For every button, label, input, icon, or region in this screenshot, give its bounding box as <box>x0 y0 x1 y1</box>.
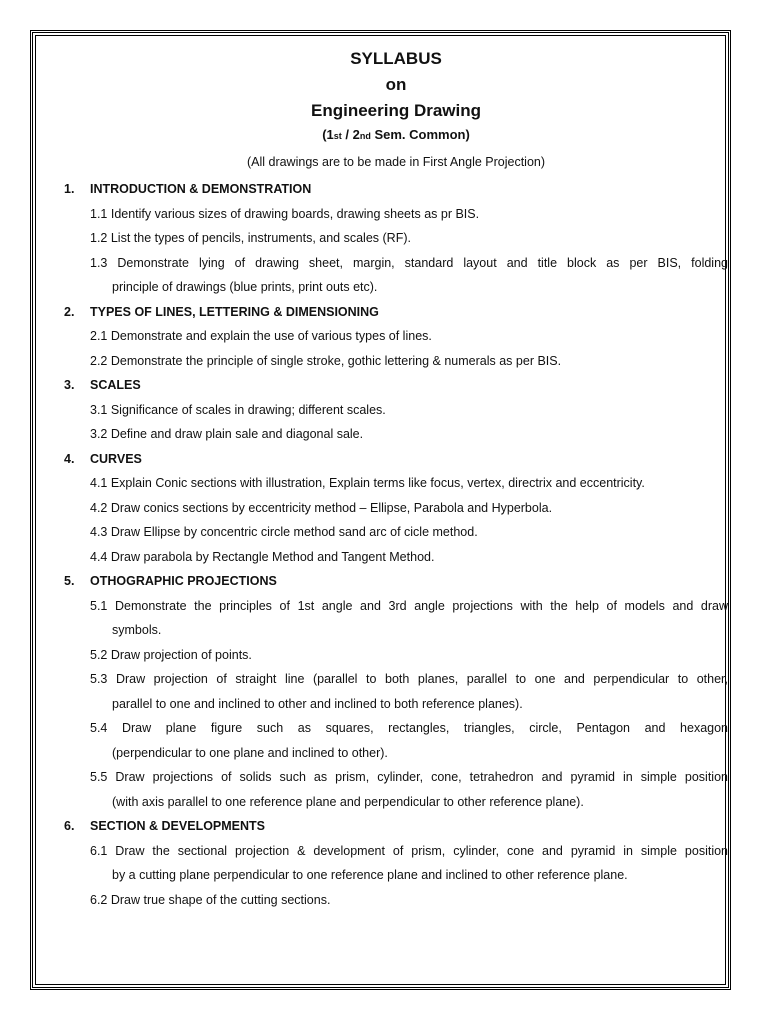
section-number: 4. <box>64 451 75 466</box>
item-continuation: principle of drawings (blue prints, print outs etc). <box>112 280 378 294</box>
syllabus-item <box>64 594 728 643</box>
section <box>64 447 728 570</box>
title-subject: Engineering Drawing <box>310 101 482 120</box>
item-text: 4.4 Draw parabola by Rectangle Method and Tangent Method. <box>90 549 435 564</box>
section-title: SECTION & DEVELOPMENTS <box>90 819 266 833</box>
syllabus-item <box>64 324 728 349</box>
section-heading <box>64 177 728 202</box>
item-text: 5.1 Demonstrate the principles of 1st angle and 3rd angle projections with the help of models and draw <box>90 598 728 613</box>
section <box>64 300 728 374</box>
item-continuation: by a cutting plane perpendicular to one reference plane and inclined to other reference plane. <box>112 868 628 882</box>
syllabus-item <box>64 545 728 570</box>
item-text: 4.1 Explain Conic sections with illustration, Explain terms like focus, vertex, directrix and eccentricity. <box>90 476 645 490</box>
item-text: 2.1 Demonstrate and explain the use of various types of lines. <box>90 329 432 343</box>
title-syllabus: SYLLABUS <box>350 49 442 68</box>
section-number: 1. <box>64 182 75 196</box>
title-on: on <box>385 75 407 94</box>
item-continuation: parallel to one and inclined to other and inclined to both reference planes). <box>112 696 523 711</box>
item-continuation: (perpendicular to one plane and inclined to other). <box>112 745 388 760</box>
section-number: 5. <box>64 574 75 588</box>
section-title: CURVES <box>90 451 142 466</box>
item-text: 2.2 Demonstrate the principle of single stroke, gothic lettering & numerals as per BIS. <box>90 353 562 368</box>
section-number: 6. <box>64 819 75 833</box>
item-text: 6.2 Draw true shape of the cutting sections. <box>90 892 331 907</box>
section <box>64 569 728 814</box>
syllabus-item <box>64 398 728 423</box>
syllabus-item <box>64 496 728 521</box>
item-text: 4.3 Draw Ellipse by concentric circle method sand arc of cicle method. <box>90 525 478 539</box>
syllabus-content <box>64 46 728 912</box>
item-continuation: symbols. <box>112 623 162 637</box>
section-heading <box>64 300 728 325</box>
section <box>64 177 728 300</box>
item-text: 1.2 List the types of pencils, instruments, and scales (RF). <box>90 231 411 245</box>
section-number: 3. <box>64 378 75 392</box>
item-text: 3.1 Significance of scales in drawing; different scales. <box>90 402 386 417</box>
section-title: TYPES OF LINES, LETTERING & DIMENSIONING <box>90 304 379 319</box>
syllabus-item <box>64 349 728 374</box>
item-text: 5.3 Draw projection of straight line (parallel to both planes, parallel to one and perpendicular to other, <box>90 672 728 686</box>
syllabus-item <box>64 251 728 300</box>
item-text: 1.1 Identify various sizes of drawing boards, drawing sheets as pr BIS. <box>90 206 480 221</box>
syllabus-item <box>64 888 728 913</box>
section-heading <box>64 373 728 398</box>
title-semester: (1st / 2nd Sem. Common) <box>322 127 470 142</box>
item-text: 5.2 Draw projection of points. <box>90 647 252 662</box>
section <box>64 373 728 447</box>
item-text: 5.5 Draw projections of solids such as prism, cylinder, cone, tetrahedron and pyramid in simple position <box>90 770 728 784</box>
item-text: 3.2 Define and draw plain sale and diagonal sale. <box>90 427 364 441</box>
item-text: 4.2 Draw conics sections by eccentricity method – Ellipse, Parabola and Hyperbola. <box>90 500 553 515</box>
section-heading <box>64 447 728 472</box>
syllabus-item <box>64 643 728 668</box>
syllabus-item <box>64 422 728 447</box>
syllabus-item <box>64 765 728 814</box>
section <box>64 814 728 912</box>
syllabus-item <box>64 471 728 496</box>
sections-list <box>64 177 728 912</box>
projection-note: (All drawings are to be made in First Angle Projection) <box>246 155 546 169</box>
item-text: 1.3 Demonstrate lying of drawing sheet, margin, standard layout and title block as per BIS, folding <box>90 255 728 270</box>
syllabus-item <box>64 667 728 716</box>
section-heading <box>64 814 728 839</box>
section-title: SCALES <box>90 378 141 392</box>
section-title: OTHOGRAPHIC PROJECTIONS <box>90 574 277 588</box>
syllabus-item <box>64 839 728 888</box>
syllabus-item <box>64 716 728 765</box>
item-continuation: (with axis parallel to one reference plane and perpendicular to other reference plane). <box>112 794 584 809</box>
section-title: INTRODUCTION & DEMONSTRATION <box>90 182 312 196</box>
title-block <box>64 46 728 147</box>
syllabus-item <box>64 226 728 251</box>
syllabus-item <box>64 520 728 545</box>
section-heading <box>64 569 728 594</box>
item-text: 6.1 Draw the sectional projection & development of prism, cylinder, cone and pyramid in simple position <box>90 843 728 858</box>
section-number: 2. <box>64 304 75 319</box>
item-text: 5.4 Draw plane figure such as squares, rectangles, triangles, circle, Pentagon and hexagon <box>90 721 728 735</box>
syllabus-item <box>64 202 728 227</box>
